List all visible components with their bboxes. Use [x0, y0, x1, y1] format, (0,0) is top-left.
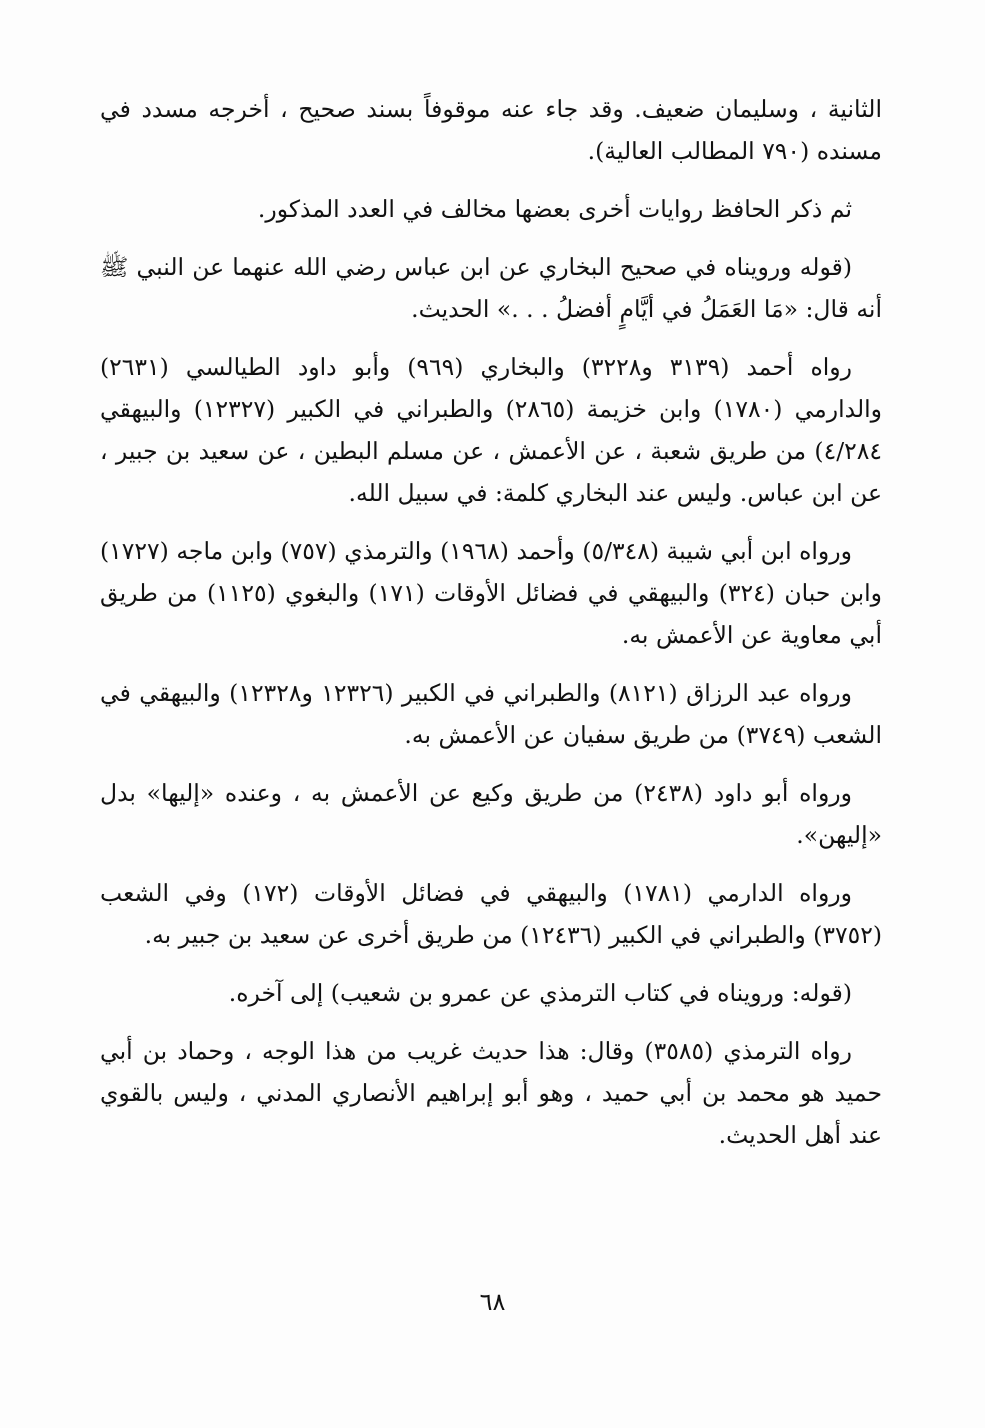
paragraph-3: (قوله ورويناه في صحيح البخاري عن ابن عباس رضي الله عنهما عن النبي ﷺ أنه قال: «مَا العَمَلُ في أيَّامٍ أفضلُ . . .» الحديث.	[100, 253, 882, 323]
paragraph-7: ورواه أبو داود (٢٤٣٨) من طريق وكيع عن الأعمش به ، وعنده «إليها» بدل «إليهن».	[100, 779, 882, 849]
paragraph-5: ورواه ابن أبي شيبة (٥/٣٤٨) وأحمد (١٩٦٨) والترمذي (٧٥٧) وابن ماجه (١٧٢٧) وابن حبان (٣٢٤) والبيهقي في فضائل الأوقات (١٧١) والبغوي (١١٢٥) من طريق أبي معاوية عن الأعمش به.	[100, 537, 883, 649]
paragraph-2: ثم ذكر الحافظ روايات أخرى بعضها مخالف في العدد المذكور.	[257, 195, 852, 223]
paragraph-1: الثانية ، وسليمان ضعيف. وقد جاء عنه موقوفاً بسند صحيح ، أخرجه مسدد في مسنده (٧٩٠ المطالب العالية).	[100, 95, 882, 165]
page-body	[100, 88, 882, 1172]
paragraph-10: رواه الترمذي (٣٥٨٥) وقال: هذا حديث غريب من هذا الوجه ، وحماد بن أبي حميد هو محمد بن أبي حميد ، وهو أبو إبراهيم الأنصاري المدني ، وليس بالقوي عند أهل الحديث.	[100, 1037, 882, 1149]
paragraph-4: رواه أحمد (٣١٣٩ و٣٢٢٨) والبخاري (٩٦٩) وأبو داود الطيالسي (٢٦٣١) والدارمي (١٧٨٠) وابن خزيمة (٢٨٦٥) والطبراني في الكبير (١٢٣٢٧) والبيهقي ٤/٢٨٤) من طريق شعبة ، عن الأعمش ، عن مسلم البطين ، عن سعيد بن جبير ، عن ابن عباس. وليس عند البخاري كلمة: في سبيل الله.	[100, 353, 882, 507]
paragraph-6: ورواه عبد الرزاق (٨١٢١) والطبراني في الكبير (١٢٣٢٦ و١٢٣٢٨) والبيهقي في الشعب (٣٧٤٩) من طريق سفيان عن الأعمش به.	[100, 679, 882, 749]
paragraph-8: ورواه الدارمي (١٧٨١) والبيهقي في فضائل الأوقات (١٧٢) وفي الشعب (٣٧٥٢) والطبراني في الكبير (١٢٤٣٦) من طريق أخرى عن سعيد بن جبير به.	[100, 879, 882, 949]
page-number: ٦٨	[479, 1288, 506, 1316]
paragraph-9: (قوله: ورويناه في كتاب الترمذي عن عمرو بن شعيب) إلى آخره.	[228, 979, 852, 1007]
